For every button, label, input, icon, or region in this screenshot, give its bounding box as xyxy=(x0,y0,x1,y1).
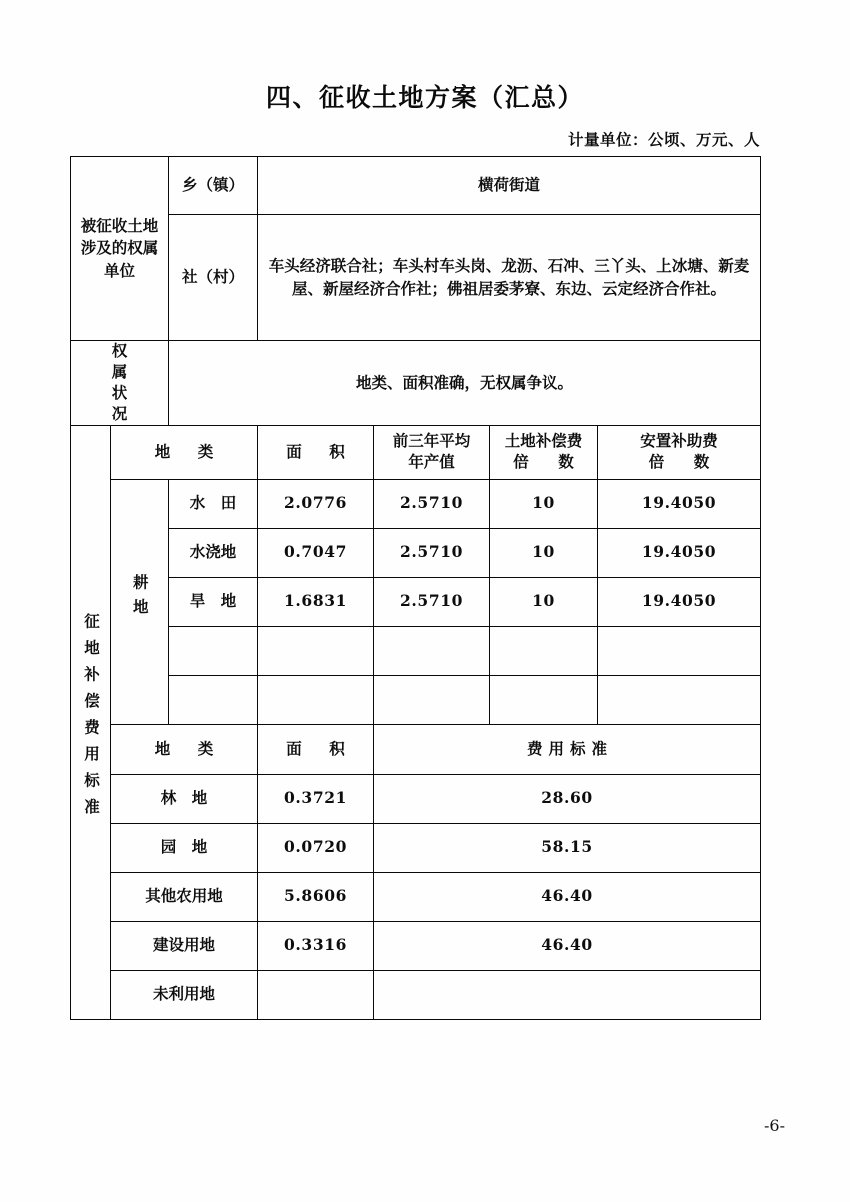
cultivated-land-multiple-cell: 10 xyxy=(490,528,598,577)
ownership-status-value: 地类、面积准确，无权属争议。 xyxy=(356,373,574,392)
compensation-side-label-cell xyxy=(71,425,111,1019)
other-type-cell: 建设用地 xyxy=(111,921,258,970)
ownership-status-value-cell xyxy=(169,341,761,426)
cultivated-area-cell: 1.6831 xyxy=(258,577,374,626)
header-resettlement-line2: 倍 数 xyxy=(648,453,717,472)
other-fee-cell: 58.15 xyxy=(374,823,761,872)
village-row xyxy=(71,215,761,341)
other-area-cell: 0.3316 xyxy=(258,921,374,970)
cultivated-land-multiple-cell xyxy=(490,675,598,724)
ownership-status-label-line2: 状 况 xyxy=(111,383,171,423)
header-resettlement-line1: 安置补助费 xyxy=(640,432,718,451)
header-avg-yield-line1: 前三年平均 xyxy=(392,432,471,451)
other-type-cell: 未利用地 xyxy=(111,970,258,1019)
cultivated-type-cell xyxy=(169,675,258,724)
table-row-empty xyxy=(71,675,761,724)
cultivated-land-label: 耕地 xyxy=(130,573,149,623)
cultivated-resettle-multiple-cell: 19.4050 xyxy=(598,528,761,577)
compensation-side-label: 征地补偿费用标准 xyxy=(82,612,101,825)
other-area-cell: 0.3721 xyxy=(258,774,374,823)
cultivated-area-cell: 2.0776 xyxy=(258,479,374,528)
header-area: 面 积 xyxy=(286,442,351,461)
cultivated-type-cell: 水 田 xyxy=(169,479,258,528)
other-type-cell: 其他农用地 xyxy=(111,872,258,921)
ownership-status-row xyxy=(71,341,761,426)
table-row xyxy=(71,528,761,577)
other-fee-cell: 28.60 xyxy=(374,774,761,823)
cultivated-resettle-multiple-cell xyxy=(598,675,761,724)
header-land-type-cell xyxy=(111,425,258,479)
ownership-status-label-line1: 权 属 xyxy=(111,342,171,381)
header-land-type: 地 类 xyxy=(154,442,220,461)
page-title: 四、征收土地方案（汇总） xyxy=(265,83,584,112)
table-row xyxy=(71,970,761,1019)
land-acquisition-table xyxy=(70,156,761,1020)
header2-land-type-cell xyxy=(111,724,258,774)
ownership-status-label-cell xyxy=(71,341,169,426)
cultivated-area-cell xyxy=(258,675,374,724)
header-avg-yield-cell xyxy=(374,425,490,479)
township-label-cell xyxy=(169,157,258,215)
other-area-cell: 5.8606 xyxy=(258,872,374,921)
other-type-cell: 林 地 xyxy=(111,774,258,823)
page-number: -6- xyxy=(764,1116,785,1135)
other-type-cell: 园 地 xyxy=(111,823,258,872)
header-land-compensation-line2: 倍 数 xyxy=(513,453,581,472)
fee-standard-header-row xyxy=(71,724,761,774)
table-row xyxy=(71,872,761,921)
cultivated-resettle-multiple-cell: 19.4050 xyxy=(598,577,761,626)
measurement-unit-note: 计量单位：公顷、万元、人 xyxy=(567,131,760,149)
township-row xyxy=(71,157,761,215)
header-land-compensation-line1: 土地补偿费 xyxy=(504,432,583,451)
land-acquisition-table-wrapper xyxy=(70,156,760,1020)
header-area-cell xyxy=(258,425,374,479)
cultivated-yield-cell xyxy=(374,675,490,724)
cultivated-area-cell xyxy=(258,626,374,675)
table-row xyxy=(71,479,761,528)
other-fee-cell: 46.40 xyxy=(374,872,761,921)
township-value: 横荷街道 xyxy=(478,176,541,195)
other-area-cell: 0.0720 xyxy=(258,823,374,872)
table-row xyxy=(71,774,761,823)
township-value-cell xyxy=(258,157,761,215)
village-value-cell xyxy=(258,215,761,341)
cultivated-yield-cell: 2.5710 xyxy=(374,577,490,626)
header-land-compensation-cell xyxy=(490,425,598,479)
table-row xyxy=(71,921,761,970)
cultivated-area-cell: 0.7047 xyxy=(258,528,374,577)
cultivated-yield-cell xyxy=(374,626,490,675)
table-row xyxy=(71,823,761,872)
table-row-empty xyxy=(71,626,761,675)
header2-land-type: 地 类 xyxy=(154,739,220,758)
village-label-cell xyxy=(169,215,258,341)
cultivated-yield-cell: 2.5710 xyxy=(374,479,490,528)
township-label: 乡（镇） xyxy=(182,176,245,195)
cultivated-type-cell: 旱 地 xyxy=(169,577,258,626)
other-fee-cell xyxy=(374,970,761,1019)
cultivated-resettle-multiple-cell xyxy=(598,626,761,675)
header-avg-yield-line2: 年产值 xyxy=(408,453,455,472)
village-value: 车头经济联合社；车头村车头岗、龙沥、石冲、三丫头、上冰塘、新麦屋、新屋经济合作社；佛祖居委茅寮、东边、云定经济合作社。 xyxy=(268,257,750,298)
cultivated-type-cell xyxy=(169,626,258,675)
other-area-cell xyxy=(258,970,374,1019)
header-resettlement-cell xyxy=(598,425,761,479)
header2-area: 面 积 xyxy=(286,739,351,758)
cultivated-type-cell: 水浇地 xyxy=(169,528,258,577)
cultivated-land-multiple-cell xyxy=(490,626,598,675)
header2-area-cell xyxy=(258,724,374,774)
ownership-units-label xyxy=(71,157,169,341)
cultivated-land-multiple-cell: 10 xyxy=(490,479,598,528)
other-fee-cell: 46.40 xyxy=(374,921,761,970)
village-label: 社（村） xyxy=(182,268,245,287)
header2-fee-standard-cell xyxy=(374,724,761,774)
cultivated-resettle-multiple-cell: 19.4050 xyxy=(598,479,761,528)
cultivated-land-label-cell xyxy=(111,479,169,724)
compensation-header-row xyxy=(71,425,761,479)
cultivated-yield-cell: 2.5710 xyxy=(374,528,490,577)
cultivated-land-multiple-cell: 10 xyxy=(490,577,598,626)
ownership-units-label-text: 被征收土地涉及的权属单位 xyxy=(80,216,159,280)
header2-fee-standard: 费用标准 xyxy=(527,739,614,758)
table-row xyxy=(71,577,761,626)
